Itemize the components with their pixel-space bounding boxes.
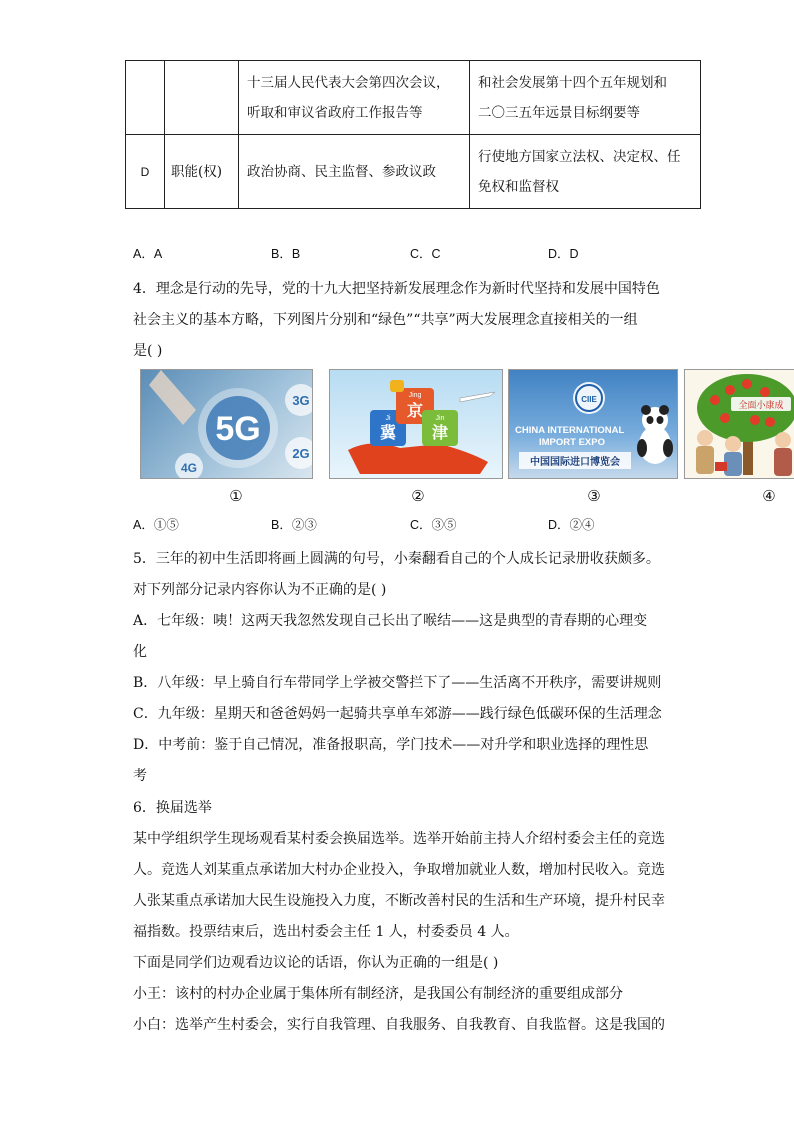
option-c[interactable]: C．③⑤	[410, 518, 457, 532]
q5-option-b[interactable]: B．八年级：早上骑自行车带同学上学被交警拦下了——生活离不开秩序，需要讲规则	[133, 675, 662, 691]
table-cell: 政治协商、民主监督、参政议政	[239, 135, 470, 209]
svg-text:Jin: Jin	[435, 415, 445, 422]
q5-line: 5．三年的初中生活即将画上圆满的句号，小秦翻看自己的个人成长记录册收获颇多。	[133, 551, 660, 567]
q6-line: 人张某重点承诺加大民生设施投入力度，不断改善村民的生活和生产环境，提升村民幸	[133, 893, 665, 909]
q6-line: 小白：选举产生村委会，实行自我管理、自我服务、自我教育、自我监督。这是我国的	[133, 1017, 665, 1033]
q4-line: 是( )	[133, 343, 163, 359]
svg-text:Jing: Jing	[408, 392, 422, 399]
jingjinji-puzzle-illustration	[330, 370, 503, 479]
q5-line: 对下列部分记录内容你认为不正确的是( )	[133, 582, 387, 598]
q4-line: 4．理念是行动的先导，党的十九大把坚持新发展理念作为新时代坚持和发展中国特色	[133, 281, 660, 297]
svg-text:2G: 2G	[292, 446, 310, 461]
svg-text:CHINA INTERNATIONAL: CHINA INTERNATIONAL	[515, 425, 625, 436]
q6-line: 福指数。投票结束后，选出村委会主任 1 人，村委委员 4 人。	[133, 924, 519, 940]
cell-line: 免权和监督权	[478, 178, 559, 195]
svg-text:4G: 4G	[180, 461, 198, 475]
q6-line: 某中学组织学生现场观看某村委会换届选举。选举开始前主持人介绍村委会主任的竞选	[133, 831, 665, 847]
svg-text:CIIE: CIIE	[581, 395, 597, 404]
table-cell	[470, 135, 701, 209]
cell-line: 行使地方国家立法权、决定权、任	[478, 148, 681, 165]
image-ciie	[508, 369, 678, 479]
q5-line: 化	[133, 644, 147, 660]
table-row	[126, 135, 701, 209]
table-row	[126, 61, 701, 135]
xiaokang-tree-illustration	[685, 370, 794, 479]
image-number: ③	[587, 487, 601, 505]
q6-title: 6．换届选举	[133, 800, 212, 816]
table-cell-empty	[126, 61, 165, 135]
q4-line: 社会主义的基本方略，下列图片分别和“绿色”“共享”两大发展理念直接相关的一组	[133, 312, 638, 328]
svg-text:5G: 5G	[215, 410, 261, 448]
q5-option-d[interactable]: D．中考前：鉴于自己情况，准备报职高，学门技术——对升学和职业选择的理性思	[133, 737, 649, 753]
svg-text:全面小康成: 全面小康成	[738, 401, 784, 411]
svg-text:IMPORT EXPO: IMPORT EXPO	[539, 437, 605, 448]
cell-line: 十三届人民代表大会第四次会议，	[247, 74, 450, 91]
cell-line: 听取和审议省政府工作报告等	[247, 104, 423, 121]
svg-text:中国国际进口博览会: 中国国际进口博览会	[530, 457, 620, 468]
image-number: ①	[229, 487, 243, 505]
image-jingjinji	[329, 369, 503, 479]
q5-option-a[interactable]: A．七年级：咦！这两天我忽然发现自己长出了喉结——这是典型的青春期的心理变	[133, 613, 648, 629]
svg-text:津: 津	[431, 423, 449, 442]
cell-line: 二〇三五年远景目标纲要等	[478, 104, 640, 121]
q4-options	[133, 515, 733, 537]
image-number: ④	[762, 487, 776, 505]
svg-text:3G: 3G	[292, 393, 310, 408]
row-label: 职能(权)	[165, 135, 239, 209]
svg-text:冀: 冀	[379, 423, 397, 442]
option-d[interactable]: D．D	[548, 247, 579, 261]
q6-line: 下面是同学们边观看边议论的话语，你认为正确的一组是( )	[133, 955, 499, 971]
cell-line: 和社会发展第十四个五年规划和	[478, 74, 667, 91]
5g-network-illustration	[141, 370, 313, 479]
option-b[interactable]: B．B	[271, 247, 301, 261]
image-number: ②	[411, 487, 425, 505]
table-cell	[470, 61, 701, 135]
q5-option-c[interactable]: C．九年级：星期天和爸爸妈妈一起骑共享单车郊游——践行绿色低碳环保的生活理念	[133, 706, 662, 722]
table-cell-empty	[165, 61, 239, 135]
svg-text:京: 京	[406, 401, 424, 420]
option-b[interactable]: B．②③	[271, 518, 317, 532]
q3-options	[133, 244, 733, 266]
image-5g	[140, 369, 313, 479]
q5-line: 考	[133, 768, 147, 784]
option-d[interactable]: D．②④	[548, 518, 595, 532]
q6-line: 人。竞选人刘某重点承诺加大村办企业投入，争取增加就业人数，增加村民收入。竞选	[133, 862, 665, 878]
comparison-table	[125, 60, 701, 209]
option-a[interactable]: A．A	[133, 247, 163, 261]
option-a[interactable]: A．①⑤	[133, 518, 179, 532]
table-cell	[239, 61, 470, 135]
option-c[interactable]: C．C	[410, 247, 441, 261]
svg-text:Ji: Ji	[385, 415, 391, 422]
ciie-expo-illustration	[509, 370, 678, 479]
q4-image-row	[140, 369, 794, 479]
q6-line: 小王：该村的村办企业属于集体所有制经济，是我国公有制经济的重要组成部分	[133, 986, 623, 1002]
row-letter: D	[126, 135, 165, 209]
image-xiaokang-tree	[684, 369, 794, 479]
